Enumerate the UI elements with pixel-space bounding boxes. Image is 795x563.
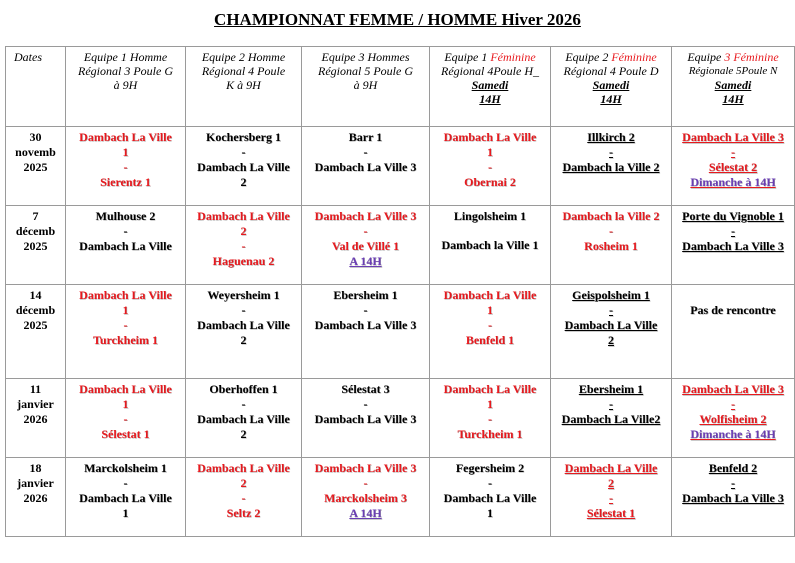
match-cell: Dambach la Ville 2 - Rosheim 1	[551, 206, 672, 285]
table-row	[6, 379, 795, 458]
header-team-1-men: Equipe 1 Homme Régional 3 Poule G à 9H	[66, 47, 186, 127]
match-cell: Dambach La Ville 2 - Sélestat 1	[551, 458, 672, 537]
match-cell: Pas de rencontre	[672, 285, 795, 379]
match-cell: Dambach La Ville 1 - Obernai 2	[430, 127, 551, 206]
match-cell: Dambach La Ville 1 - Sélestat 1	[66, 379, 186, 458]
header-team-3-women: Equipe 3 Féminine Régionale 5Poule N Samedi 14H	[672, 47, 795, 127]
schedule-table	[5, 46, 795, 537]
table-row	[6, 458, 795, 537]
date-cell: 11 janvier 2026	[6, 379, 66, 458]
match-cell: Dambach La Ville 2 - Haguenau 2	[186, 206, 302, 285]
match-cell: Lingolsheim 1 Dambach la Ville 1	[430, 206, 551, 285]
match-cell: Porte du Vignoble 1 - Dambach La Ville 3	[672, 206, 795, 285]
match-cell: Dambach La Ville 1 - Benfeld 1	[430, 285, 551, 379]
table-row	[6, 285, 795, 379]
date-cell: 30 novemb 2025	[6, 127, 66, 206]
match-cell: Dambach La Ville 1 - Sierentz 1	[66, 127, 186, 206]
date-cell: 14 décemb 2025	[6, 285, 66, 379]
match-cell: Weyersheim 1 - Dambach La Ville 2	[186, 285, 302, 379]
match-cell: Illkirch 2 - Dambach la Ville 2	[551, 127, 672, 206]
match-cell: Geispolsheim 1 - Dambach La Ville 2	[551, 285, 672, 379]
header-row	[6, 47, 795, 127]
match-cell: Dambach La Ville 3 - Wolfisheim 2 Dimanche à 14H	[672, 379, 795, 458]
match-cell: Dambach La Ville 2 - Seltz 2	[186, 458, 302, 537]
match-cell: Dambach La Ville 3 - Val de Villé 1 A 14H	[302, 206, 430, 285]
match-cell: Dambach La Ville 1 - Turckheim 1	[66, 285, 186, 379]
header-team-3-men: Equipe 3 Hommes Régional 5 Poule G à 9H	[302, 47, 430, 127]
date-cell: 18 janvier 2026	[6, 458, 66, 537]
header-team-2-men: Equipe 2 Homme Régional 4 Poule K à 9H	[186, 47, 302, 127]
match-cell: Dambach La Ville 1 - Turckheim 1	[430, 379, 551, 458]
match-cell: Benfeld 2 - Dambach La Ville 3	[672, 458, 795, 537]
match-cell: Dambach La Ville 3 - Marckolsheim 3 A 14H	[302, 458, 430, 537]
match-cell: Oberhoffen 1 - Dambach La Ville 2	[186, 379, 302, 458]
match-cell: Marckolsheim 1 - Dambach La Ville 1	[66, 458, 186, 537]
header-team-2-women: Equipe 2 Féminine Régional 4 Poule D Samedi 14H	[551, 47, 672, 127]
header-dates: Dates	[6, 47, 66, 127]
match-cell: Fegersheim 2 - Dambach La Ville 1	[430, 458, 551, 537]
match-cell: Kochersberg 1 - Dambach La Ville 2	[186, 127, 302, 206]
match-cell: Ebersheim 1 - Dambach La Ville 3	[302, 285, 430, 379]
header-team-1-women: Equipe 1 Féminine Régional 4Poule H_ Samedi 14H	[430, 47, 551, 127]
match-cell: Mulhouse 2 - Dambach La Ville	[66, 206, 186, 285]
match-cell: Ebersheim 1 - Dambach La Ville2	[551, 379, 672, 458]
match-cell: Dambach La Ville 3 - Sélestat 2 Dimanche à 14H	[672, 127, 795, 206]
date-cell: 7 décemb 2025	[6, 206, 66, 285]
match-cell: Sélestat 3 - Dambach La Ville 3	[302, 379, 430, 458]
match-cell: Barr 1 - Dambach La Ville 3	[302, 127, 430, 206]
table-row	[6, 206, 795, 285]
table-row	[6, 127, 795, 206]
page-title: CHAMPIONNAT FEMME / HOMME Hiver 2026	[214, 10, 581, 29]
